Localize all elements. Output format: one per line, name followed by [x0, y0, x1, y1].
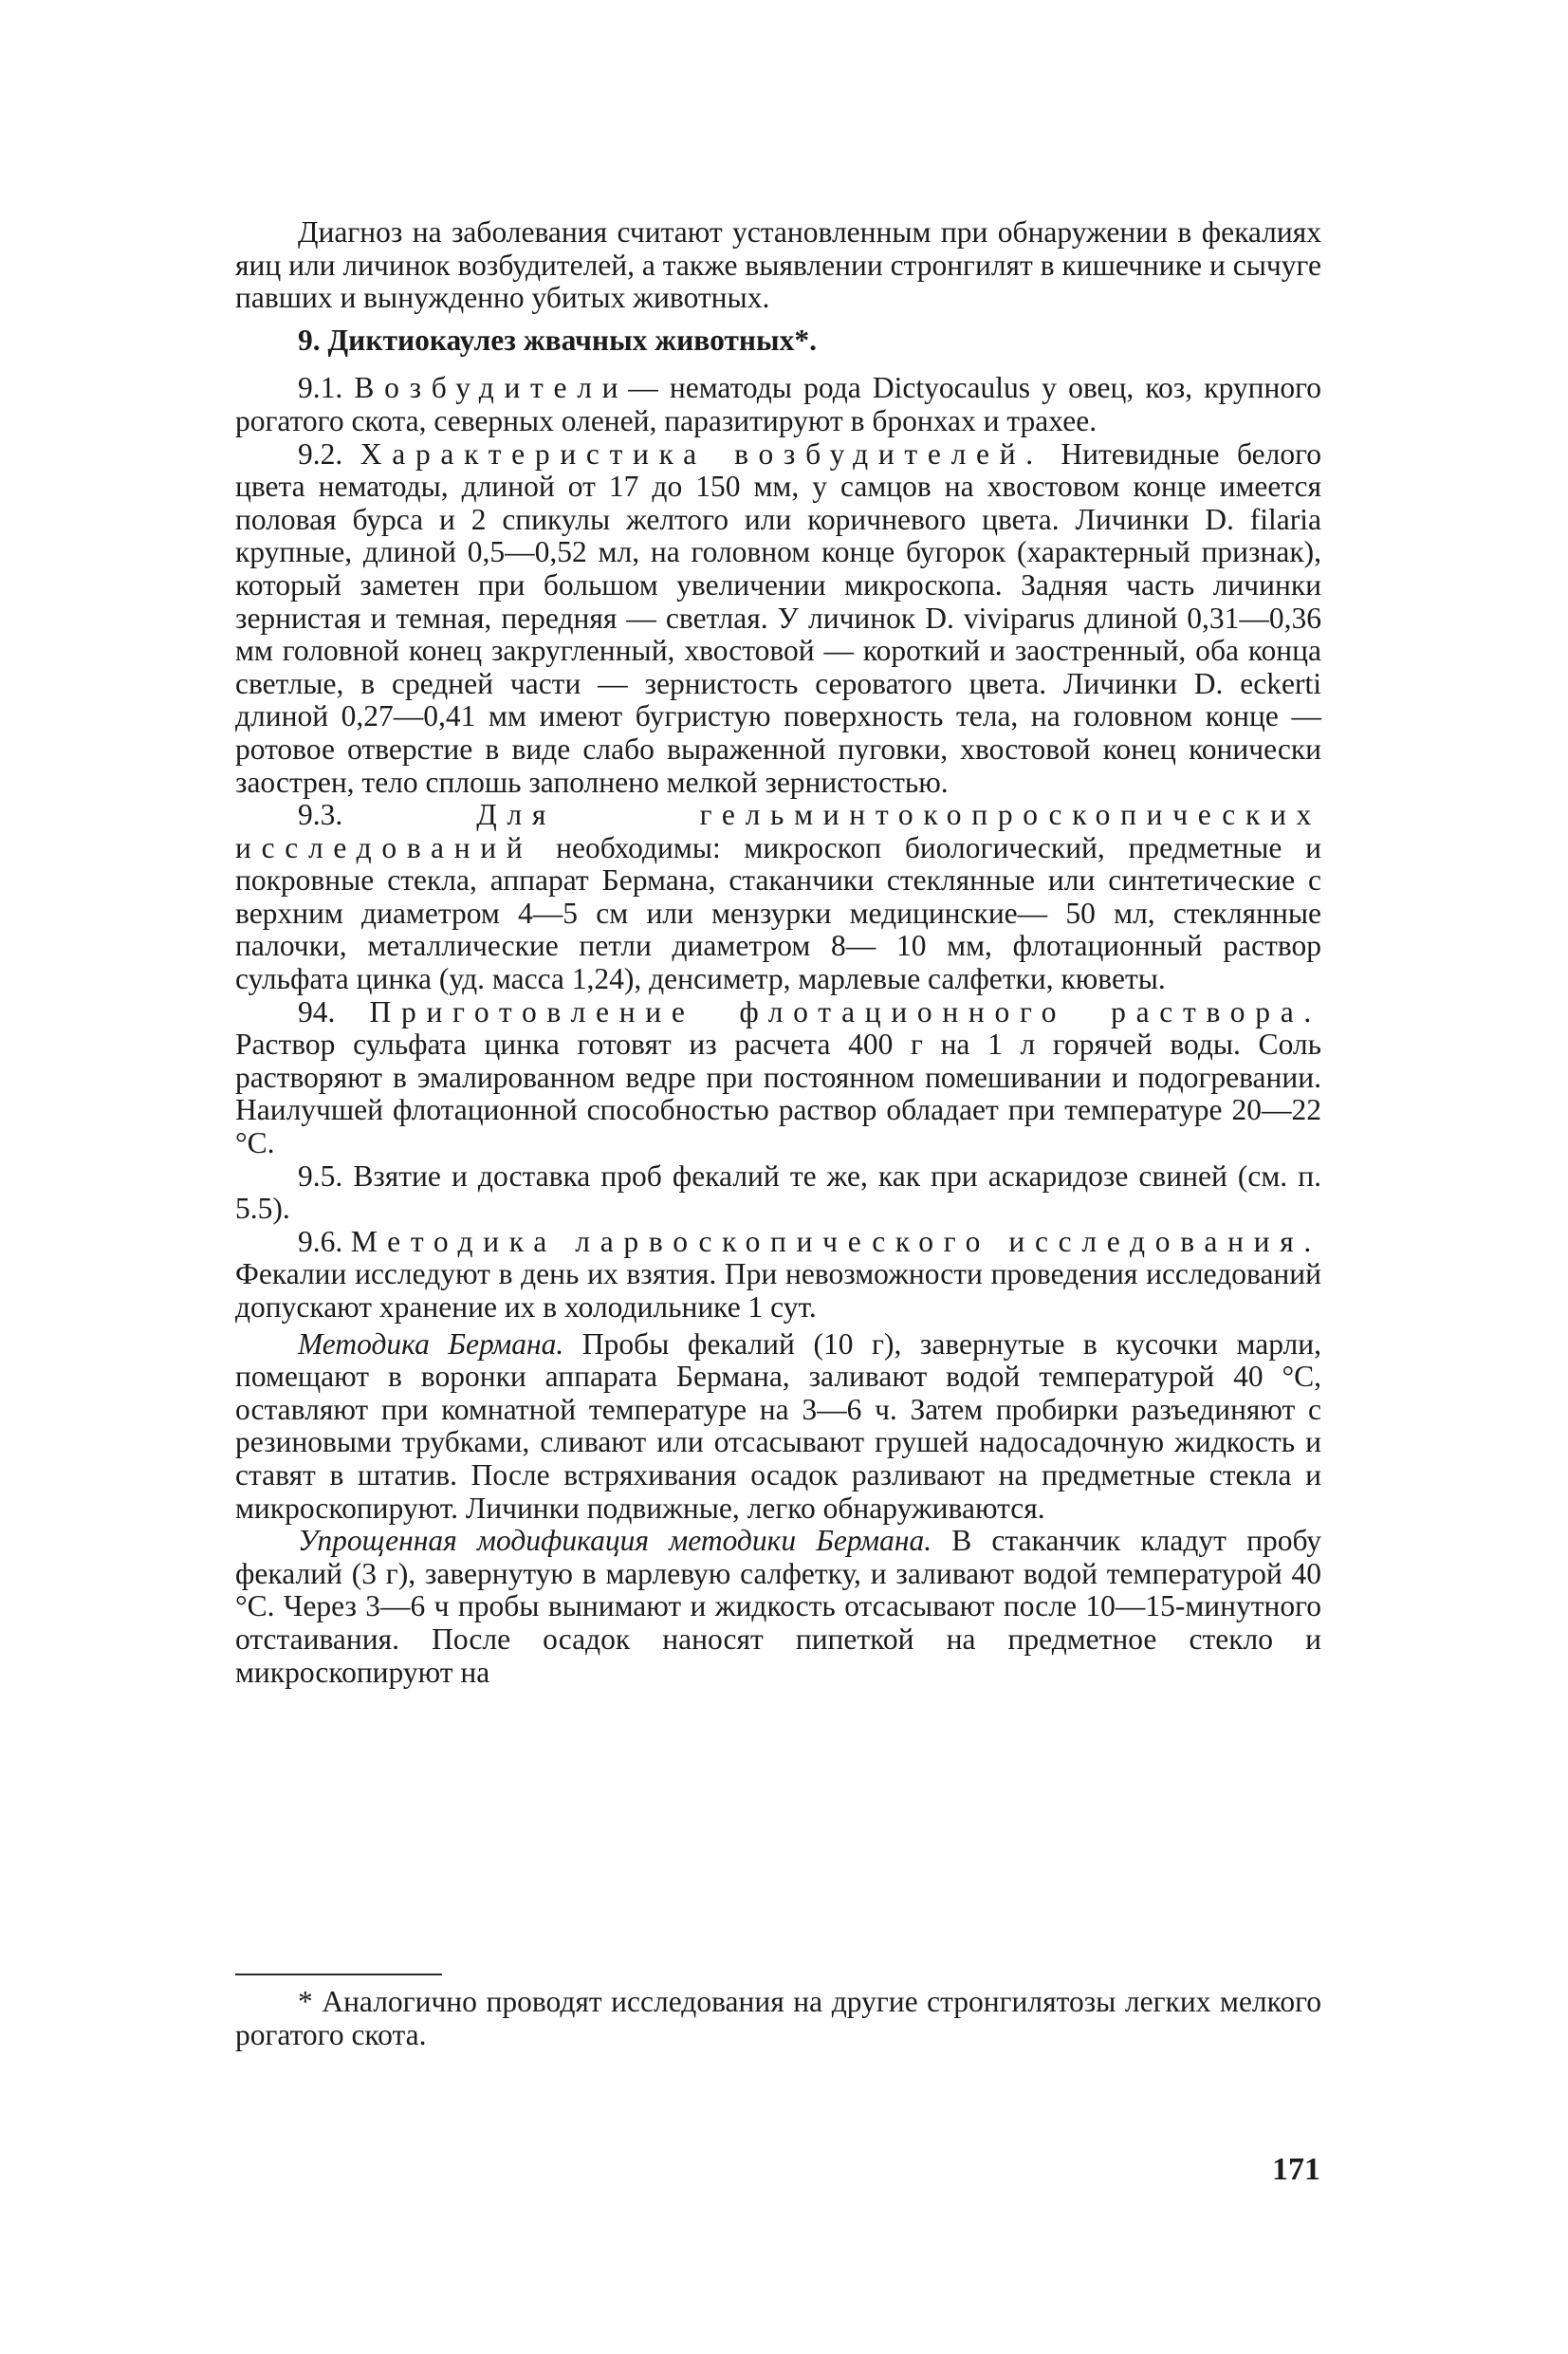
paragraph-9-3: [235, 799, 1321, 996]
clause-number: 9.2.: [298, 436, 343, 471]
clause-number: 9.6.: [298, 1224, 343, 1258]
spaced-term: Возбудители: [354, 371, 629, 405]
clause-number: 94.: [298, 994, 336, 1029]
clause-text: необходимы: микроскоп биологический, предметные и покровные стекла, аппарат Бермана, стаканчики стеклянные или синтетические с верхним диаметром 4—5 см или мензурки медицинские— 50 мл, стеклянные палочки, металлические петли диаметром 8— 10 мм, флотационный раствор сульфата цинка (уд. масса 1,24), денсиметр, марлевые салфетки, кюветы.: [235, 830, 1321, 996]
main-text: [235, 216, 1321, 1689]
italic-title: Методика Бермана.: [298, 1326, 564, 1361]
spaced-term: Методика ларвоскопического исследования.: [350, 1224, 1322, 1258]
paragraph-9-5: 9.5. Взятие и доставка проб фекалий те же, как при аскаридозе свиней (см. п. 5.5).: [235, 1158, 1321, 1226]
paragraph-berman-simplified: [235, 1525, 1321, 1689]
footnote-divider: [235, 1974, 442, 1975]
footnote-text: * Аналогично проводят исследования на другие стронгилятозы легких мелкого рогатого скота.: [235, 1985, 1321, 2051]
spaced-term: Для гельминтокопроскопических исследований: [235, 798, 1322, 864]
spaced-term: Приготовление флотационного раствора.: [369, 994, 1322, 1029]
clause-text: Фекалии исследуют в день их взятия. При невозможности проведения исследований допускают хранение их в холодильнике 1 сут.: [235, 1257, 1321, 1324]
paragraph-9-1: [235, 372, 1321, 437]
clause-number: 9.1.: [298, 371, 343, 405]
footnote: [235, 1985, 1321, 2051]
clause-number: 9.3.: [298, 798, 343, 832]
clause-text: Нитевидные белого цвета нематоды, длиной от 17 до 150 мм, у самцов на хвостовом конце имеется половая бурса и 2 спикулы желтого или коричневого цвета. Личинки D. filaria крупные, длиной 0,5—0,52 мл, на головном конце бугорок (характерный признак), который заметен при большом увеличении микроскопа. Задняя часть личинки зернистая и темная, передняя — светлая. У личинок D. viviparus длиной 0,31—0,36 мм головной конец закругленный, хвостовой — короткий и заостренный, оба конца светлые, в средней части — зернистость сероватого цвета. Личинки D. eckerti длиной 0,27—0,41 мм имеют бугристую поверхность тела, на головном конце — ротовое отверстие в виде слабо выраженной пуговки, хвостовой конец конически заострен, тело сплошь заполнено мелкой зернистостью.: [235, 436, 1322, 799]
clause-text: — нематоды рода Dictyocaulus у овец, коз, крупного рогатого скота, северных оленей, паразитируют в бронхах и трахее.: [235, 371, 1322, 437]
clause-text: Раствор сульфата цинка готовят из расчета 400 г на 1 л горячей воды. Соль растворяют в эмалированном ведре при постоянном помешивании и подогревании. Наилучшей флотационной способностью раствор обладает при температуре 20—22 °С.: [235, 1028, 1321, 1160]
paragraph-9-6: [235, 1226, 1321, 1325]
paragraph-9-4: [235, 996, 1321, 1160]
page-number: 171: [1272, 2152, 1320, 2187]
paragraph-9-2: [235, 438, 1321, 800]
paragraph-berman-method: [235, 1328, 1321, 1526]
paragraph-diagnosis: Диагноз на заболевания считают установленным при обнаружении в фекалиях яиц или личинок возбудителей, а также выявлении стронгилят в кишечнике и сычуге павших и вынужденно убитых животных.: [235, 215, 1321, 315]
clause-text: Пробы фекалий (10 г), завернутые в кусочки марли, помещают в воронки аппарата Бермана, заливают водой температурой 40 °С, оставляют при комнатной температуре на 3—6 ч. Затем пробирки разъединяют с резиновыми трубками, сливают или отсасывают грушей надосадочную жидкость и ставят в штатив. После встряхивания осадок разливают на предметные стекла и микроскопируют. Личинки подвижные, легко обнаруживаются.: [235, 1326, 1321, 1525]
clause-text: В стаканчик кладут пробу фекалий (3 г), завернутую в марлевую салфетку, и заливают водой температурой 40 °С. Через 3—6 ч пробы вынимают и жидкость отсасывают после 10—15-минутного отстаивания. После осадок наносят пипеткой на предметное стекло и микроскопируют на: [235, 1524, 1322, 1689]
section-heading: 9. Диктиокаулез жвачных животных*.: [298, 323, 818, 357]
spaced-term: Характеристика возбудителей.: [360, 436, 1043, 471]
italic-title: Упрощенная модификация методики Бермана.: [298, 1524, 932, 1558]
